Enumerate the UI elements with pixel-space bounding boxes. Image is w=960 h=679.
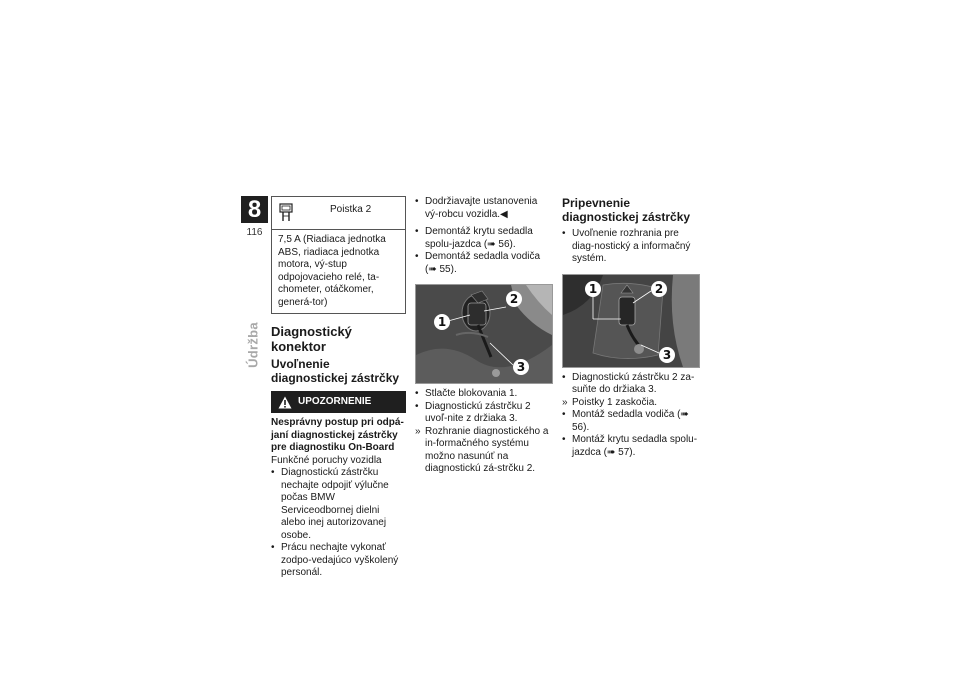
photo-callout-3: 3 — [659, 347, 675, 363]
list-item — [562, 228, 699, 266]
photo-callout-1: 1 — [434, 314, 450, 330]
column-1 — [271, 196, 406, 580]
bullet-marker: • — [562, 409, 566, 420]
bullet-marker: » — [562, 396, 568, 408]
col3-bottom-list — [562, 372, 699, 460]
list-item — [271, 467, 406, 542]
chapter-side-label-text: Údržba — [245, 322, 261, 368]
list-item-text: Diagnostickú zástrčku 2 za-suňte do držiaka 3. — [572, 371, 695, 395]
page-number: 116 — [246, 227, 263, 238]
photo-callout-3: 3 — [513, 359, 529, 375]
bullet-marker: • — [415, 251, 419, 262]
warning-list — [271, 467, 406, 580]
section-subtitle: Uvoľnenie diagnostickej zástrčky — [271, 357, 400, 385]
list-item-text: Demontáž sedadla vodiča (➠ 55). — [425, 251, 541, 275]
list-item-text: Dodržiavajte ustanovenia vý-robcu vozidla.◀ — [425, 196, 538, 220]
warning-triangle-icon — [278, 396, 292, 409]
list-item — [415, 226, 552, 251]
list-item-text: Diagnostickú zástrčku nechajte odpojiť výlučne počas BMW Serviceodbornej dielni alebo inej autorizovanej osobe. — [281, 467, 389, 541]
list-item-text: Stlačte blokovania 1. — [425, 388, 518, 399]
bullet-marker: • — [562, 228, 566, 239]
list-item-text: Uvoľnenie rozhrania pre diag-nostický a informačný systém. — [572, 228, 691, 264]
bullet-marker: • — [562, 434, 566, 445]
list-item-text: Diagnostickú zástrčku 2 uvoľ-nite z držiaka 3. — [425, 400, 531, 424]
section-title: Diagnostický konektor — [271, 324, 352, 354]
bullet-marker: • — [271, 467, 275, 478]
list-item — [415, 196, 552, 221]
photo-callout-2: 2 — [506, 291, 522, 307]
bullet-marker: • — [562, 371, 566, 383]
photo-callout-2: 2 — [651, 281, 667, 297]
bullet-marker: • — [415, 196, 419, 207]
chapter-number-box: 8 — [241, 196, 268, 223]
list-item-text: Demontáž krytu sedadla spolu-jazdca (➠ 56). — [425, 226, 533, 250]
photo-illustration — [563, 275, 699, 367]
fuse-table — [271, 196, 406, 314]
fuse-table-header — [272, 197, 405, 230]
bullet-marker: • — [271, 542, 275, 553]
list-item-text: Rozhranie diagnostického a in-formačného systému možno nasunúť na diagnostickú zá-strčku 2. — [425, 425, 549, 474]
diagnostic-plug-photo-release — [415, 284, 553, 384]
bullet-marker: • — [415, 400, 419, 412]
warning-heading: Nesprávny postup pri odpá-janí diagnostickej zástrčky pre diagnostiku On-Board — [271, 417, 404, 453]
bullet-marker: » — [415, 425, 421, 437]
list-item-text: Montáž sedadla vodiča (➠ 56). — [572, 409, 689, 433]
col3-top-list — [562, 228, 699, 266]
fuse-icon — [279, 203, 293, 223]
chapter-side-label — [238, 300, 268, 390]
column-3 — [562, 196, 699, 459]
list-item — [562, 409, 699, 434]
warning-label: UPOZORNENIE — [298, 395, 372, 407]
list-item — [415, 388, 552, 401]
list-item-text: Montáž krytu sedadla spolu-jazdca (➠ 57). — [572, 434, 698, 458]
list-item — [415, 251, 552, 276]
list-item — [271, 542, 406, 580]
col2-top-list — [415, 196, 552, 276]
list-item-text: Poistky 1 zaskočia. — [572, 396, 658, 408]
list-item — [415, 426, 552, 476]
warning-banner — [271, 391, 406, 413]
warning-sub: Funkčné poruchy vozidla — [271, 454, 382, 466]
col3-title: Pripevnenie diagnostickej zástrčky — [562, 196, 691, 224]
list-item — [562, 372, 699, 397]
fuse-table-text: 7,5 A (Riadiaca jednotka ABS, riadiaca jednotka motora, vý-stup odpojovacieho relé, ta-chometer, otáčkomer, generá-tor) — [278, 234, 386, 308]
fuse-table-title: Poistka 2 — [330, 204, 372, 215]
diagnostic-plug-photo-attach — [562, 274, 700, 368]
photo-callout-1: 1 — [585, 281, 601, 297]
column-2 — [415, 196, 552, 476]
photo-illustration — [416, 285, 552, 383]
bullet-marker: • — [415, 226, 419, 237]
list-item — [562, 397, 699, 410]
bullet-marker: • — [415, 388, 419, 399]
col2-bottom-list — [415, 388, 552, 476]
list-item-text: Prácu nechajte vykonať zodpo-vedajúco vyškolený personál. — [281, 542, 399, 578]
list-item — [415, 401, 552, 426]
list-item — [562, 434, 699, 459]
